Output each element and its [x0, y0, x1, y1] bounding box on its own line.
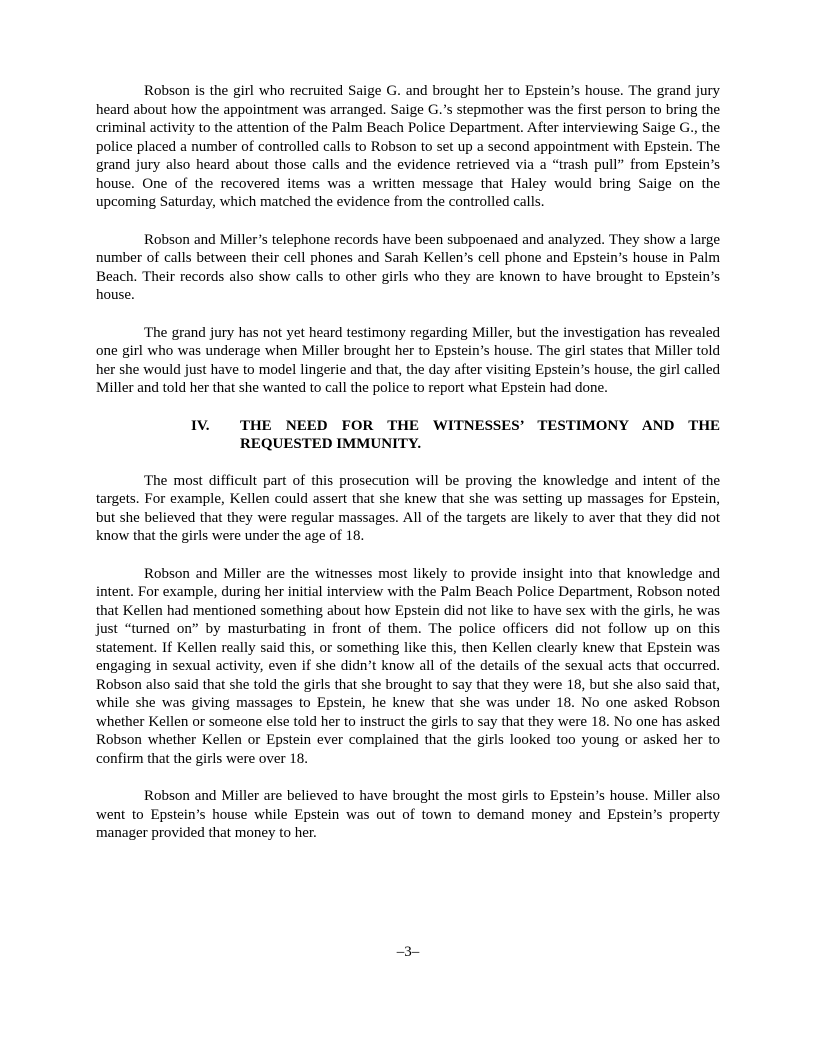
section-heading-number: IV.	[191, 417, 210, 434]
document-page	[96, 82, 720, 862]
paragraph-most-girls: Robson and Miller are believed to have brought the most girls to Epstein’s house. Miller also went to Epstein’s house while Epstein was out of town to demand money and Epstein’s property manager provided that money to her.	[96, 788, 720, 841]
paragraph-robson-recruitment: Robson is the girl who recruited Saige G. and brought her to Epstein’s house. The grand jury heard about how the appointment was arranged. Saige G.’s stepmother was the first person to bring the criminal activity to the attention of the Palm Beach Police Department. After interviewing Saige G., the police placed a number of controlled calls to Robson to set up a second appointment with Epstein. The grand jury also heard about those calls and the evidence retrieved via a “trash pull” from Epstein’s house. One of the recovered items was a written message that Haley would bring Saige on the upcoming Saturday, which matched the evidence from the controlled calls.	[96, 83, 720, 210]
paragraph-witnesses-insight: Robson and Miller are the witnesses most likely to provide insight into that knowledge and intent. For example, during her initial interview with the Palm Beach Police Department, Robson noted that Kellen had mentioned something about how Epstein did not like to have sex with the girls, he was just “turned on” by masturbating in front of them. The police officers did not follow up on this statement. If Kellen really said this, or something like this, then Kellen clearly knew that Epstein was engaging in sexual activity, even if she didn’t know all of the details of the sexual acts that occurred. Robson also said that she told the girls that she brought to say that they were 18, but she also said that, while she was giving massages to Epstein, he knew that she was under 18. No one asked Robson whether Kellen or someone else told her to instruct the girls to say that they were 18. No one has asked Robson whether Kellen or Epstein ever complained that the girls looked too young or asked her to confirm that the girls were over 18.	[96, 565, 720, 767]
paragraph-knowledge-intent: The most difficult part of this prosecution will be proving the knowledge and intent of the targets. For example, Kellen could assert that she knew that she was setting up massages for Epstein, but she believed that they were regular massages. All of the targets are likely to aver that they did not know that the girls were under the age of 18.	[96, 472, 720, 544]
section-heading	[96, 417, 720, 454]
section-heading-title: THE NEED FOR THE WITNESSES’ TESTIMONY AND THE REQUESTED IMMUNITY.	[240, 417, 720, 452]
paragraph-miller-investigation: The grand jury has not yet heard testimony regarding Miller, but the investigation has revealed one girl who was underage when Miller brought her to Epstein’s house. The girl states that Miller told her she would just have to model lingerie and that, the day after visiting Epstein’s house, the girl called Miller and told her that she wanted to call the police to report what Epstein had done.	[96, 324, 720, 396]
paragraph-telephone-records: Robson and Miller’s telephone records have been subpoenaed and analyzed. They show a large number of calls between their cell phones and Sarah Kellen’s cell phone and Epstein’s house in Palm Beach. Their records also show calls to other girls who they are known to have brought to Epstein’s house.	[96, 231, 720, 303]
page-number: –3–	[396, 944, 420, 960]
